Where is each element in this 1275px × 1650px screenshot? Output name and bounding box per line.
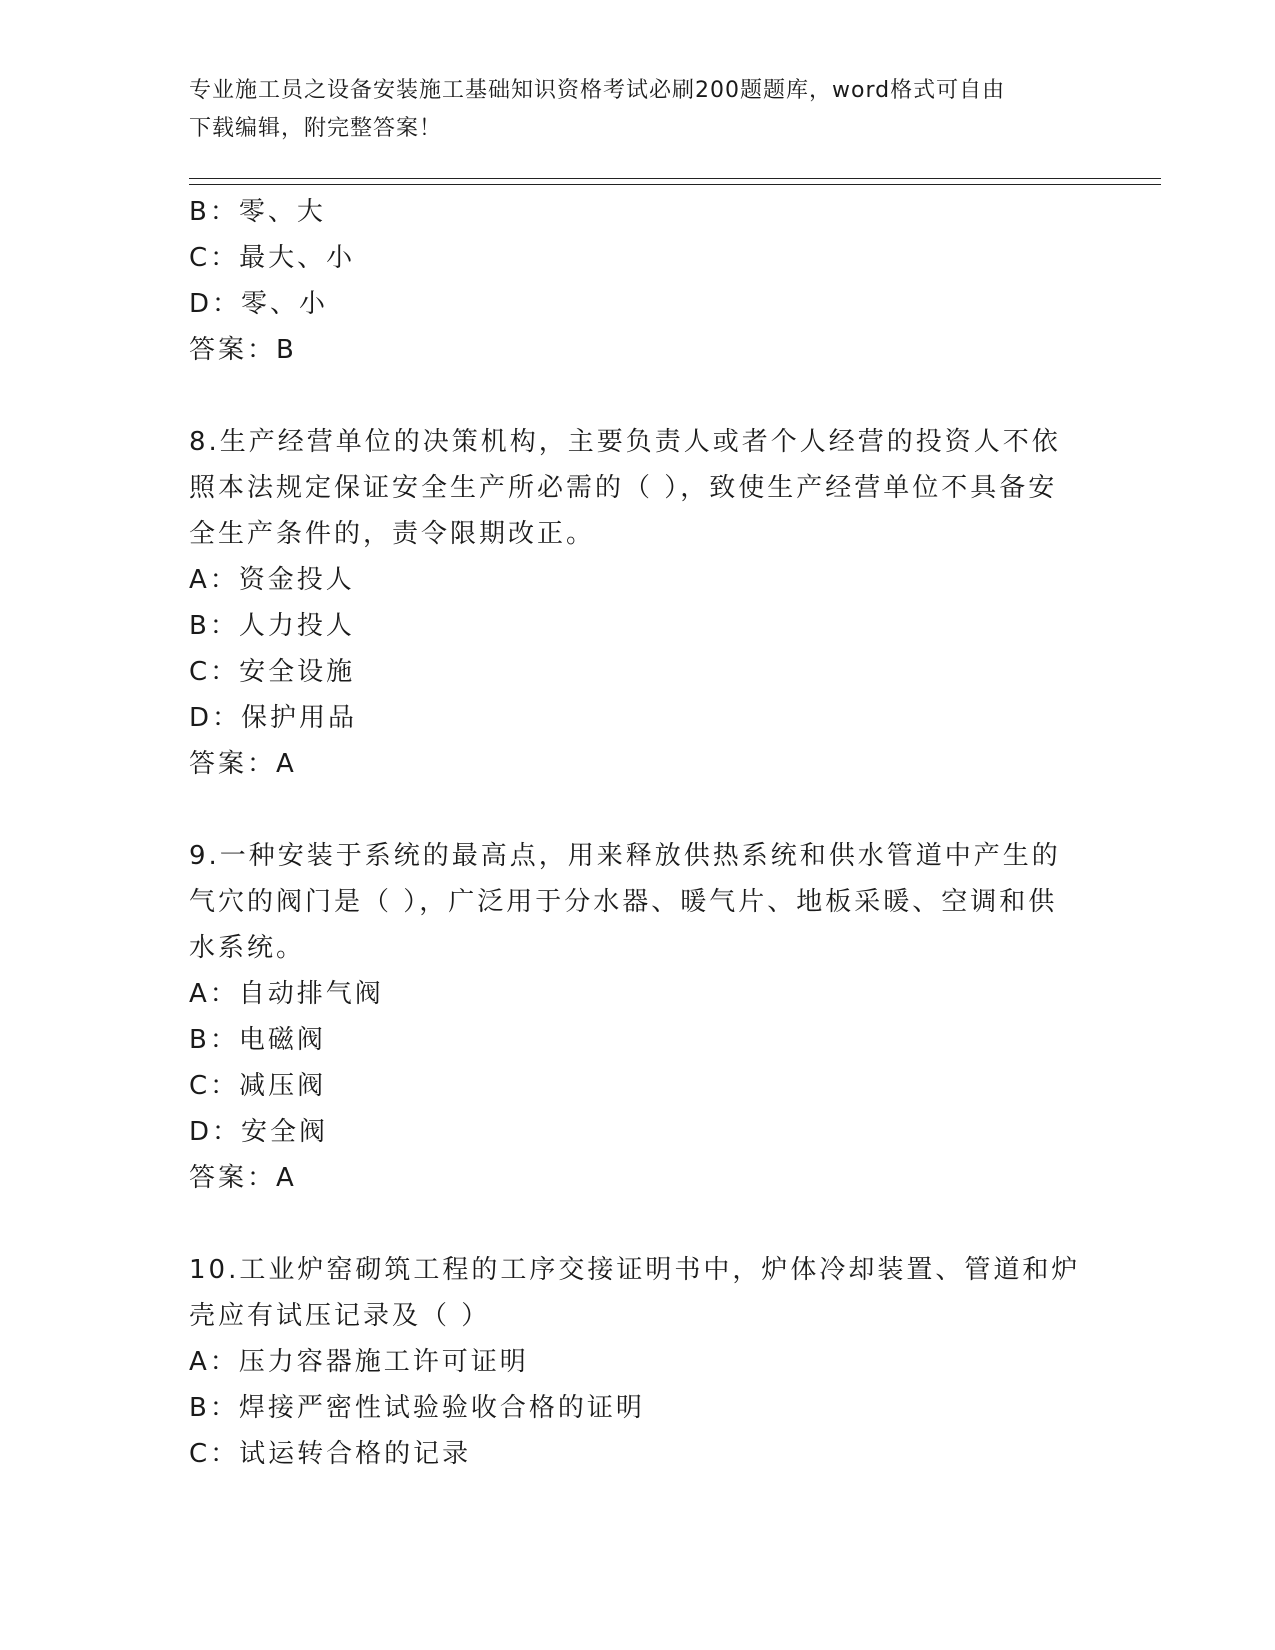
option-c: C：最大、小 (189, 243, 356, 273)
question-stem: 9.一种安装于系统的最高点，用来释放供热系统和供水管道中产生的 (189, 841, 1061, 871)
option-b: B：电磁阀 (189, 1025, 326, 1055)
header-rule-bottom (189, 184, 1161, 185)
header-rule-top (189, 178, 1161, 179)
option-b: B：零、大 (189, 197, 326, 227)
answer: 答案：A (189, 1163, 297, 1193)
option-d: D：安全阀 (189, 1117, 329, 1147)
question-stem: 全生产条件的，责令限期改正。 (189, 519, 596, 549)
document-header (189, 72, 1089, 148)
option-d: D：保护用品 (189, 703, 358, 733)
option-c: C：试运转合格的记录 (189, 1439, 472, 1469)
answer: 答案：A (189, 749, 297, 779)
header-line-1: 专业施工员之设备安装施工基础知识资格考试必刷200题题库，word格式可自由 (189, 78, 1006, 103)
question-stem: 气穴的阀门是（ ），广泛用于分水器、暖气片、地板采暖、空调和供 (189, 887, 1058, 917)
question-stem: 壳应有试压记录及（ ） (189, 1301, 491, 1331)
option-b: B：人力投人 (189, 611, 355, 641)
option-a: A：自动排气阀 (189, 979, 384, 1009)
question-9 (189, 833, 1089, 1201)
answer: 答案：B (189, 335, 297, 365)
header-line-2: 下载编辑，附完整答案！ (189, 116, 443, 141)
question-8 (189, 419, 1089, 787)
question-stem: 水系统。 (189, 933, 306, 963)
option-a: A：压力容器施工许可证明 (189, 1347, 529, 1377)
option-c: C：安全设施 (189, 657, 356, 687)
option-b: B：焊接严密性试验验收合格的证明 (189, 1393, 645, 1423)
question-7-tail (189, 189, 1089, 373)
question-stem: 照本法规定保证安全生产所必需的（ ），致使生产经营单位不具备安 (189, 473, 1058, 503)
question-stem: 10.工业炉窑砌筑工程的工序交接证明书中，炉体冷却装置、管道和炉 (189, 1255, 1081, 1285)
question-stem: 8.生产经营单位的决策机构，主要负责人或者个人经营的投资人不依 (189, 427, 1061, 457)
spacer (189, 1201, 1089, 1247)
option-c: C：减压阀 (189, 1071, 327, 1101)
question-10 (189, 1247, 1089, 1477)
spacer (189, 787, 1089, 833)
spacer (189, 373, 1089, 419)
option-d: D：零、小 (189, 289, 329, 319)
question-content (189, 189, 1089, 1477)
option-a: A：资金投人 (189, 565, 355, 595)
